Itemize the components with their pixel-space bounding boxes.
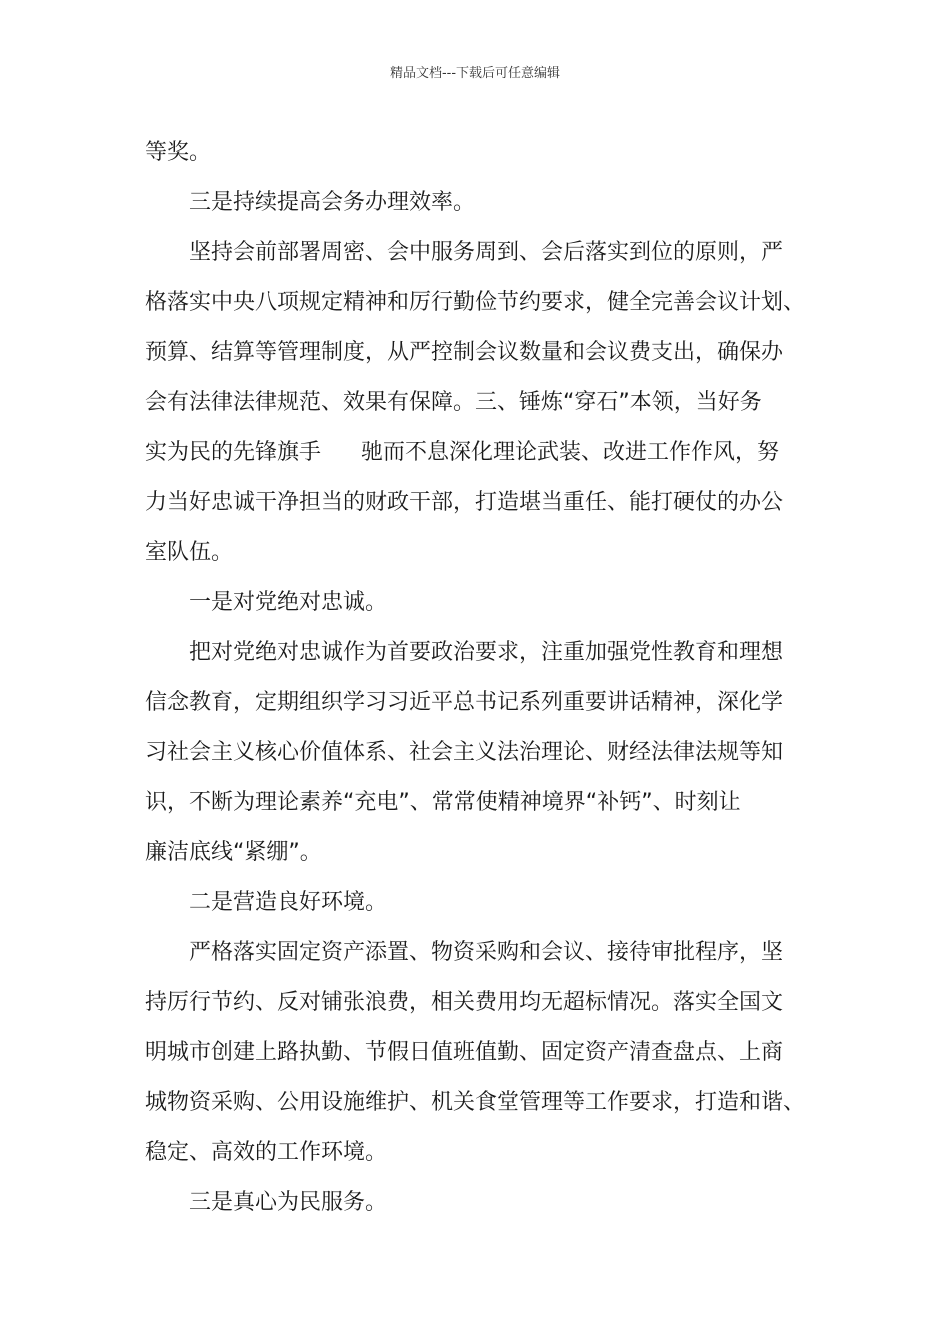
text-line: 室队伍。 bbox=[145, 540, 234, 565]
document-body bbox=[145, 128, 825, 1228]
text-line: 明城市创建上路执勤、节假日值班值勤、固定资产清查盘点、上商 bbox=[145, 1040, 784, 1065]
text-line: 城物资采购、公用设施维护、机关食堂管理等工作要求，打造和谐、 bbox=[145, 1090, 806, 1115]
text-line: 严格落实固定资产添置、物资采购和会议、接待审批程序，坚 bbox=[189, 940, 784, 965]
text-segment: 驰而不息深化理论武装、改进工作作风，努 bbox=[361, 440, 780, 465]
text-line: 习社会主义核心价值体系、社会主义法治理论、财经法律法规等知 bbox=[145, 740, 784, 765]
text-line: 会有法律法律规范、效果有保障。三、锤炼“穿石”本领，当好务 bbox=[145, 390, 762, 415]
text-line: 识，不断为理论素养“充电”、常常使精神境界“补钙”、时刻让 bbox=[145, 790, 741, 815]
text-line: 等奖。 bbox=[145, 140, 212, 165]
text-line: 稳定、高效的工作环境。 bbox=[145, 1140, 388, 1165]
text-line: 把对党绝对忠诚作为首要政治要求，注重加强党性教育和理想 bbox=[189, 640, 784, 665]
text-line: 信念教育，定期组织学习习近平总书记系列重要讲话精神，深化学 bbox=[145, 690, 784, 715]
text-line: 格落实中央八项规定精神和厉行勤俭节约要求，健全完善会议计划、 bbox=[145, 290, 806, 315]
text-line: 持厉行节约、反对铺张浪费，相关费用均无超标情况。落实全国文 bbox=[145, 990, 784, 1015]
text-line: 预算、结算等管理制度，从严控制会议数量和会议费支出，确保办 bbox=[145, 340, 784, 365]
text-line: 廉洁底线“紧绷”。 bbox=[145, 840, 322, 865]
text-line: 坚持会前部署周密、会中服务周到、会后落实到位的原则，严 bbox=[189, 240, 784, 265]
text-line-split bbox=[145, 428, 825, 478]
text-line: 力当好忠诚干净担当的财政干部，打造堪当重任、能打硬仗的办公 bbox=[145, 490, 784, 515]
text-segment: 实为民的先锋旗手 bbox=[145, 440, 322, 465]
section-heading: 二是营造良好环境。 bbox=[189, 890, 388, 915]
section-heading: 三是真心为民服务。 bbox=[189, 1190, 388, 1215]
page-header: 精品文档---下载后可任意编辑 bbox=[389, 66, 561, 81]
section-heading: 三是持续提高会务办理效率。 bbox=[189, 190, 476, 215]
section-heading: 一是对党绝对忠诚。 bbox=[189, 590, 388, 615]
